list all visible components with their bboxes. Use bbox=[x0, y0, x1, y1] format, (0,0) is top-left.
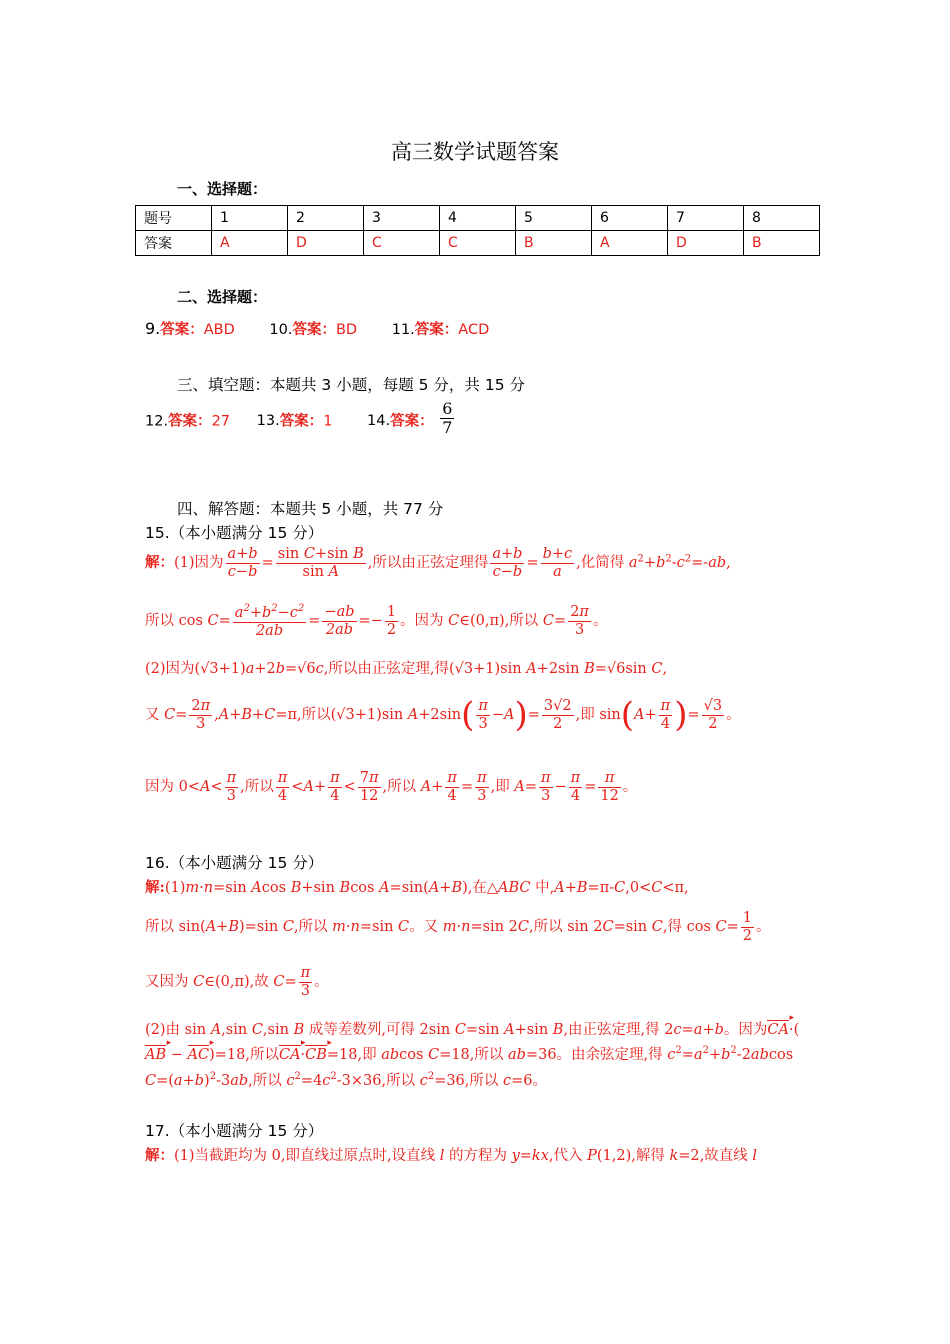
question-15-heading: 15.（本小题满分 15 分） bbox=[145, 524, 324, 542]
question-17-heading: 17.（本小题满分 15 分） bbox=[145, 1122, 324, 1140]
table-cell: B bbox=[516, 231, 592, 256]
table-cell: D bbox=[668, 231, 744, 256]
q16-line-2: 所以 sin(A+B)=sin C,所以 m·n=sin C。又 m·n=sin 2C,所以 sin 2C=sin C,得 cos C= $\frac{1}{2}$ 。 bbox=[145, 910, 771, 944]
q17-line-1: 解：(1)当截距均为 0,即直线过原点时,设直线 l 的方程为 y=kx,代入 P(1,2),解得 k=2,故直线 l bbox=[145, 1147, 757, 1164]
table-cell: B bbox=[744, 231, 820, 256]
q15-line-4: 又 C= $\frac{2\pi}{3}$ ,A+B+C=π,所以(√3+1)sin A+2sin( $\frac{\pi}{3}$ −A)= $\frac{3√2}{2}$ ,即 sin(A+ $\frac{\pi}{4}$ )= $\frac{√3}{2}$ 。 bbox=[145, 695, 741, 736]
question-16-heading: 16.（本小题满分 15 分） bbox=[145, 854, 324, 872]
table-cell: 8 bbox=[744, 206, 820, 231]
fraction-answer: $\frac{6}{7}$ bbox=[442, 399, 453, 438]
fill-answers: 12.答案：27 13.答案：1 14.答案： $\frac{6}{7}$ bbox=[145, 399, 453, 438]
table-cell: 4 bbox=[440, 206, 516, 231]
q16-line-6: $C=(a+b)^2-3ab$,所以 $c^2=4c^2-3\times 36$,所以 $c^2=36$,所以 c=6。 bbox=[145, 1071, 548, 1089]
section-heading-multi: 二、选择题： bbox=[177, 288, 268, 306]
section-heading-fill: 三、填空题：本题共 3 小题，每题 5 分，共 15 分 bbox=[177, 376, 526, 394]
table-label: 题号 bbox=[136, 206, 212, 231]
table-row bbox=[136, 231, 820, 256]
q16-line-4: (2)由 sin A,sin C,sin B 成等差数列,可得 2sin C=sin A+sin B,由正弦定理,得 2c=a+b。因为CA ▸·( bbox=[145, 1018, 799, 1039]
table-cell: C bbox=[440, 231, 516, 256]
table-cell: 7 bbox=[668, 206, 744, 231]
q15-line-2: 所以 cos C= $\frac{a^2+b^2-c^2}{2ab}$ = $\frac{-ab}{2ab}$ =− $\frac{1}{2}$ 。因为 C∈(0,π),所以 C= $\frac{2\pi}{3}$ 。 bbox=[145, 603, 608, 639]
table-cell: 6 bbox=[592, 206, 668, 231]
table-label: 答案 bbox=[136, 231, 212, 256]
q15-line-1: 解：(1)因为 $\frac{a+b}{c-b}$ = $\frac{\text{sin C+sin B}}{\text{sin A}}$ ,所以由正弦定理得 $\frac{a+b}{c-b}$ = $\frac{b+c}{a}$ ,化简得 $a^2+b^2-c^2=-ab$, bbox=[145, 546, 731, 580]
multi-answers: 9.答案：ABD 10.答案：BD 11.答案：ACD bbox=[145, 319, 490, 338]
table-cell: 5 bbox=[516, 206, 592, 231]
q15-line-3: (2)因为(√3+1)a+2b=√6c,所以由正弦定理,得(√3+1)sin A+2sin B=√6sin C, bbox=[145, 661, 668, 677]
table-cell: 2 bbox=[288, 206, 364, 231]
section-heading-choice: 一、选择题： bbox=[177, 180, 268, 198]
q15-line-5: 因为 0<A< $\frac{\pi}{3}$ ,所以 $\frac{\pi}{4}$ <A+ $\frac{\pi}{4}$ < $\frac{7\pi}{12}$ ,所以 A+ $\frac{\pi}{4}$ = $\frac{\pi}{3}$ ,即 A= $\frac{\pi}{3}$ − $\frac{\pi}{4}$ = $\frac{\pi}{12}$ 。 bbox=[145, 770, 638, 804]
table-row bbox=[136, 206, 820, 231]
q16-line-3: 又因为 C∈(0,π),故 C= $\frac{\pi}{3}$ 。 bbox=[145, 965, 329, 999]
section-heading-solve: 四、解答题：本题共 5 小题，共 77 分 bbox=[177, 500, 444, 518]
answer-table bbox=[135, 205, 820, 256]
table-cell: A bbox=[212, 231, 288, 256]
q16-line-1: 解:(1)m·n=sin Acos B+sin Bcos A=sin(A+B),在△ABC 中,A+B=π-C,0<C<π, bbox=[145, 879, 689, 896]
page-title: 高三数学试题答案 bbox=[391, 140, 559, 164]
table-cell: 3 bbox=[364, 206, 440, 231]
table-cell: 1 bbox=[212, 206, 288, 231]
q16-line-5: AB ▸ − AC ▸)=18,所以CA ▸·CB ▸=18,即 abcos C=18,所以 ab=36。由余弦定理,得 $c^2=a^2+b^2-2abcos$ bbox=[145, 1043, 793, 1064]
table-cell: D bbox=[288, 231, 364, 256]
table-cell: A bbox=[592, 231, 668, 256]
table-cell: C bbox=[364, 231, 440, 256]
